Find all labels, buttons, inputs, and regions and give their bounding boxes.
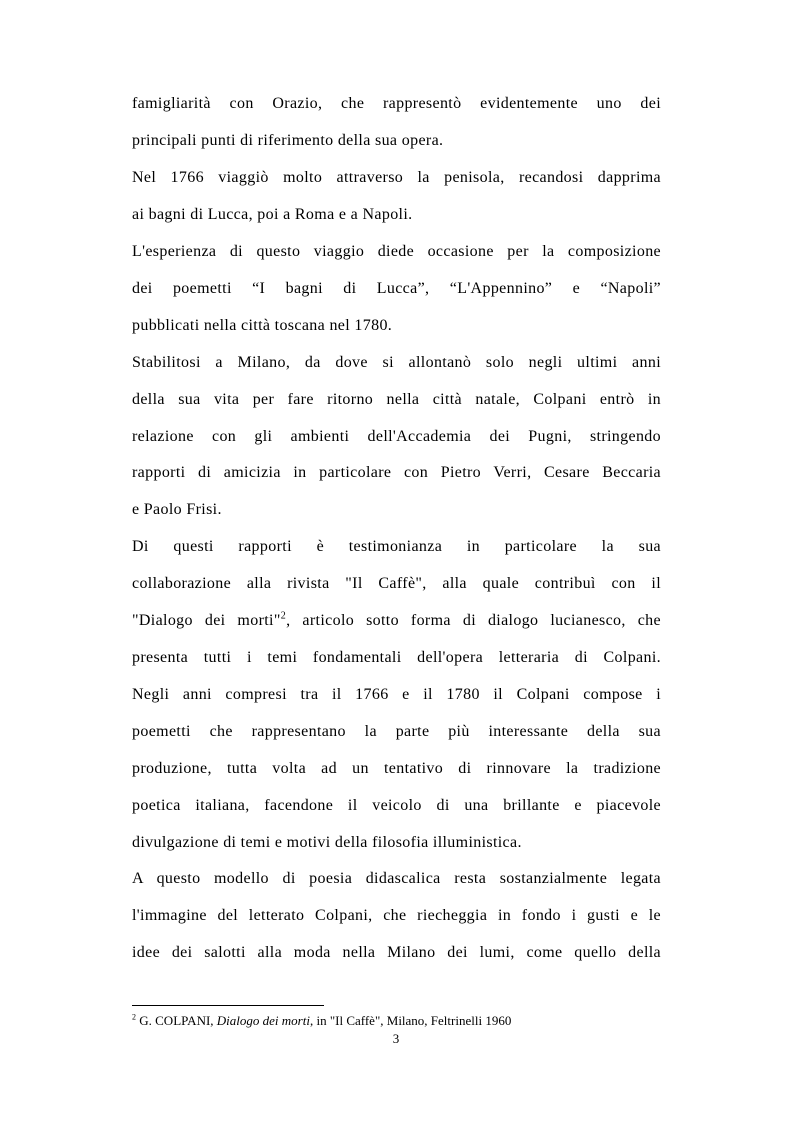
- footnote-title: Dialogo dei morti: [216, 1013, 310, 1028]
- text-line: dei poemetti “I bagni di Lucca”, “L'Appennino” e “Napoli”: [132, 280, 661, 297]
- footnote-details: , in "Il Caffè", Milano, Feltrinelli 1960: [309, 1013, 512, 1028]
- footnote-mark: 2: [132, 1012, 136, 1022]
- text-line: divulgazione di temi e motivi della filosofia illuministica.: [132, 834, 522, 851]
- page-number: 3: [392, 1031, 400, 1046]
- text-line: principali punti di riferimento della sua opera.: [132, 132, 444, 149]
- text-line: Negli anni compresi tra il 1766 e il 1780 il Colpani compose i: [132, 686, 661, 703]
- text-line: Stabilitosi a Milano, da dove si allontanò solo negli ultimi anni: [132, 354, 661, 371]
- text-line: poemetti che rappresentano la parte più interessante della sua: [132, 723, 661, 740]
- text-line: L'esperienza di questo viaggio diede occasione per la composizione: [132, 243, 661, 260]
- cited-work-title: "Dialogo dei morti": [132, 612, 281, 629]
- text-line: relazione con gli ambienti dell'Accademia dei Pugni, stringendo: [132, 428, 661, 445]
- text-line: Di questi rapporti è testimonianza in particolare la sua: [132, 538, 661, 555]
- text-line-with-footnote: [132, 611, 661, 631]
- text-line: idee dei salotti alla moda nella Milano dei lumi, come quello della: [132, 944, 661, 961]
- text-line: produzione, tutta volta ad un tentativo di rinnovare la tradizione: [132, 760, 661, 777]
- text-line: ai bagni di Lucca, poi a Roma e a Napoli.: [132, 206, 413, 223]
- text-line: A questo modello di poesia didascalica resta sostanzialmente legata: [132, 870, 661, 887]
- text-line: poetica italiana, facendone il veicolo di una brillante e piacevole: [132, 797, 661, 814]
- text-line-continuation: , articolo sotto forma di dialogo lucianesco, che: [286, 612, 661, 629]
- footnote: [132, 1013, 511, 1029]
- footnote-separator: [132, 1005, 324, 1006]
- text-line: collaborazione alla rivista "Il Caffè", alla quale contribuì con il: [132, 575, 661, 592]
- text-line: della sua vita per fare ritorno nella città natale, Colpani entrò in: [132, 391, 661, 408]
- text-line: l'immagine del letterato Colpani, che riecheggia in fondo i gusti e le: [132, 907, 661, 924]
- text-line: pubblicati nella città toscana nel 1780.: [132, 317, 393, 334]
- text-line: Nel 1766 viaggiò molto attraverso la penisola, recandosi dapprima: [132, 169, 661, 186]
- text-line: rapporti di amicizia in particolare con Pietro Verri, Cesare Beccaria: [132, 464, 661, 481]
- footnote-author: G. COLPANI,: [136, 1013, 217, 1028]
- text-line: famigliarità con Orazio, che rappresentò evidentemente uno dei: [132, 95, 661, 112]
- text-line: e Paolo Frisi.: [132, 501, 222, 518]
- footnote-reference: 2: [280, 610, 287, 622]
- text-line: presenta tutti i temi fondamentali dell'opera letteraria di Colpani.: [132, 649, 661, 666]
